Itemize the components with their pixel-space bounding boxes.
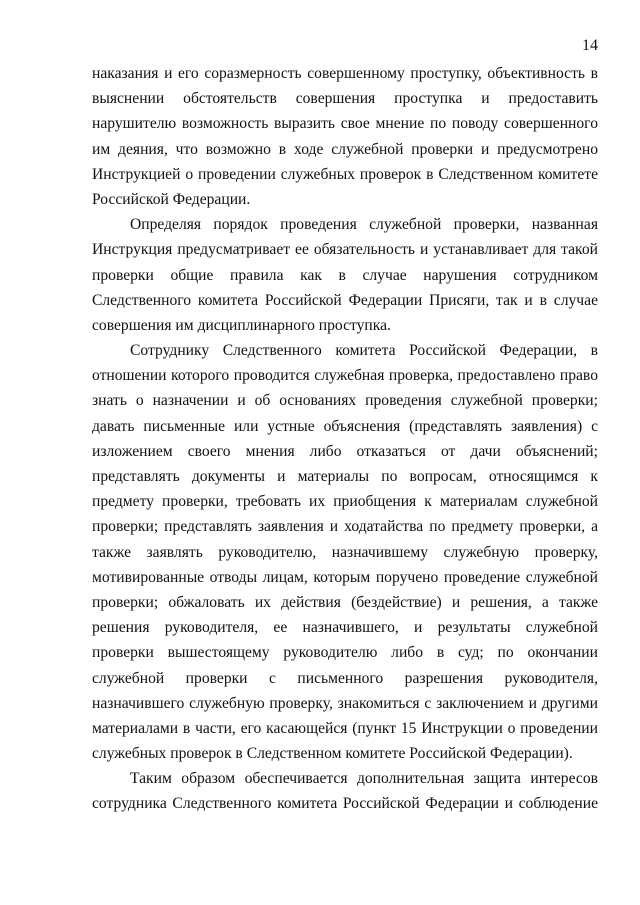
text-line: проверки общие правила как в случае нарушения сотрудником xyxy=(92,266,598,284)
text-line: Таким образом обеспечивается дополнительная защита интересов xyxy=(130,770,598,788)
text-line: выяснении обстоятельств совершения проступка и предоставить xyxy=(92,90,598,108)
text-line: представлять документы и материалы по вопросам, относящимся к xyxy=(92,468,598,485)
text-line: Российской Федерации. xyxy=(92,190,251,208)
page-number: 14 xyxy=(582,37,598,54)
text-line: знать о назначении и об основаниях проведения служебной проверки; xyxy=(92,392,598,410)
text-line: назначившего служебную проверку, знакомиться с заключением и другими xyxy=(92,694,598,712)
paragraph-4 xyxy=(92,766,598,816)
paragraph-2 xyxy=(92,212,598,338)
text-line: нарушителю возможность выразить свое мнение по поводу совершенного xyxy=(92,115,598,133)
text-line: изложением своего мнения либо отказаться от дачи объяснений; xyxy=(92,442,598,460)
text-line: давать письменные или устные объяснения (представлять заявления) с xyxy=(92,417,598,435)
paragraph-3 xyxy=(92,338,598,766)
text-line: Инструкция предусматривает ее обязательность и устанавливает для такой xyxy=(92,241,598,259)
text-line: служебных проверок в Следственном комитете Российской Федерации). xyxy=(92,745,573,763)
text-line: материалами в части, его касающейся (пункт 15 Инструкции о проведении xyxy=(92,719,598,737)
text-line: Сотруднику Следственного комитета Российской Федерации, в xyxy=(130,342,598,360)
text-line: совершения им дисциплинарного проступка. xyxy=(92,316,391,334)
text-line: сотрудника Следственного комитета Российской Федерации и соблюдение xyxy=(92,795,598,813)
text-line: наказания и его соразмерность совершенному проступку, объективность в xyxy=(92,65,598,82)
text-line: им деяния, что возможно в ходе служебной проверки и предусмотрено xyxy=(92,140,598,158)
text-line: проверки; представлять заявления и ходатайства по предмету проверки, а xyxy=(92,518,598,536)
text-line: Инструкцией о проведении служебных проверок в Следственном комитете xyxy=(92,165,598,183)
text-line: мотивированные отводы лицам, которым поручено проведение служебной xyxy=(92,568,598,586)
text-line: Следственного комитета Российской Федерации Присяги, так и в случае xyxy=(92,291,598,309)
text-line: проверки вышестоящему руководителю либо в суд; по окончании xyxy=(92,644,598,662)
text-line: решения руководителя, ее назначившего, и результаты служебной xyxy=(92,619,598,637)
paragraph-1 xyxy=(92,61,598,212)
text-line: также заявлять руководителю, назначившему служебную проверку, xyxy=(92,543,598,561)
document-body xyxy=(92,61,598,817)
text-line: проверки; обжаловать их действия (бездействие) и решения, а также xyxy=(92,593,598,611)
text-line: Определяя порядок проведения служебной проверки, названная xyxy=(130,216,598,234)
text-line: предмету проверки, требовать их приобщения к материалам служебной xyxy=(92,493,598,511)
text-line: служебной проверки с письменного разрешения руководителя, xyxy=(92,669,598,687)
text-line: отношении которого проводится служебная проверка, предоставлено право xyxy=(92,367,598,385)
